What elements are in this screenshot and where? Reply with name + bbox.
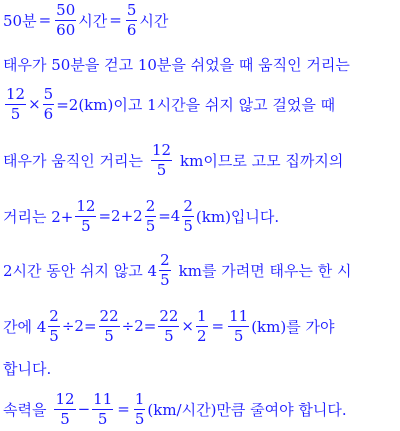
text: 태우가 움직인 거리는 <box>3 151 143 170</box>
denominator: 2 <box>196 326 207 345</box>
text: =2+2 <box>98 207 143 225</box>
numerator: 50 <box>56 0 76 19</box>
equals-sign: = <box>211 317 225 335</box>
text: 간에 4 <box>3 317 47 336</box>
fraction <box>43 84 55 123</box>
text: =4 <box>158 207 181 225</box>
minus-sign: − <box>77 400 91 418</box>
numerator: 12 <box>151 140 172 159</box>
numerator: 1 <box>134 389 145 408</box>
solution-line-3 <box>3 84 335 124</box>
denominator: 60 <box>56 20 76 39</box>
numerator: 2 <box>49 306 59 325</box>
denominator: 6 <box>43 104 54 123</box>
fraction <box>196 306 208 345</box>
solution-line-4 <box>3 140 343 180</box>
equals-sign: = <box>38 11 52 29</box>
text: (km/시간)만큼 줄여야 합니다. <box>147 400 347 419</box>
text: 합니다. <box>3 359 52 378</box>
denominator: 5 <box>97 409 108 428</box>
numerator: 1 <box>196 306 207 325</box>
text: =2(km)이고 1시간을 쉬지 않고 걸었을 때 <box>56 95 336 114</box>
solution-line-5 <box>3 194 279 238</box>
equals-sign: = <box>117 400 130 418</box>
denominator: 5 <box>60 409 70 428</box>
numerator: 2 <box>160 250 170 269</box>
solution-line-2 <box>3 52 350 76</box>
text: (km)입니다. <box>195 207 280 226</box>
text: 속력을 <box>3 400 47 419</box>
fraction <box>99 306 120 345</box>
fraction <box>159 250 171 289</box>
fraction <box>92 389 113 428</box>
denominator: 5 <box>134 409 145 428</box>
text: 시간 <box>139 11 169 30</box>
text: ÷2= <box>121 317 157 335</box>
equals-sign: = <box>109 11 122 29</box>
numerator: 12 <box>76 196 96 215</box>
numerator: 12 <box>6 84 26 103</box>
solution-line-1 <box>3 0 168 40</box>
numerator: 5 <box>126 0 137 19</box>
denominator: 5 <box>81 216 91 235</box>
fraction <box>134 389 146 428</box>
text: 2시간 동안 쉬지 않고 4 <box>3 261 158 280</box>
denominator: 6 <box>126 20 137 39</box>
denominator: 5 <box>10 104 21 123</box>
text: 50분 <box>3 11 37 30</box>
fraction <box>5 84 26 123</box>
text: 태우가 50분을 걷고 10분을 쉬었을 때 움직인 거리는 <box>3 55 350 74</box>
text: 시간 <box>78 11 108 30</box>
solution-line-9 <box>3 388 347 430</box>
numerator: 2 <box>145 196 156 215</box>
denominator: 5 <box>183 216 193 235</box>
numerator: 11 <box>229 306 249 325</box>
solution-line-6 <box>3 250 351 290</box>
fraction <box>151 140 172 179</box>
fraction <box>55 0 76 39</box>
fraction <box>182 196 194 235</box>
text: km이므로 고모 집까지의 <box>180 151 344 170</box>
fraction <box>126 0 138 39</box>
numerator: 2 <box>183 196 193 215</box>
times-sign: × <box>28 95 41 113</box>
text: (km)를 가야 <box>251 317 335 336</box>
solution-line-8 <box>3 356 51 380</box>
denominator: 5 <box>156 160 167 179</box>
fraction <box>48 306 60 345</box>
denominator: 5 <box>49 326 59 345</box>
fraction <box>158 306 179 345</box>
fraction <box>54 389 75 428</box>
numerator: 12 <box>55 389 75 408</box>
denominator: 5 <box>164 326 174 345</box>
text: 거리는 2+ <box>3 207 74 226</box>
numerator: 5 <box>43 84 54 103</box>
fraction <box>145 196 157 235</box>
denominator: 5 <box>145 216 156 235</box>
text: ÷2= <box>61 317 97 335</box>
denominator: 5 <box>104 326 114 345</box>
text: km를 가려면 태우는 한 시 <box>178 261 352 280</box>
denominator: 5 <box>233 326 244 345</box>
numerator: 22 <box>99 306 119 325</box>
times-sign: × <box>181 317 194 335</box>
denominator: 5 <box>160 270 170 289</box>
numerator: 11 <box>93 389 113 408</box>
solution-line-7 <box>3 306 334 346</box>
fraction <box>228 306 249 345</box>
numerator: 22 <box>159 306 179 325</box>
fraction <box>75 196 96 235</box>
